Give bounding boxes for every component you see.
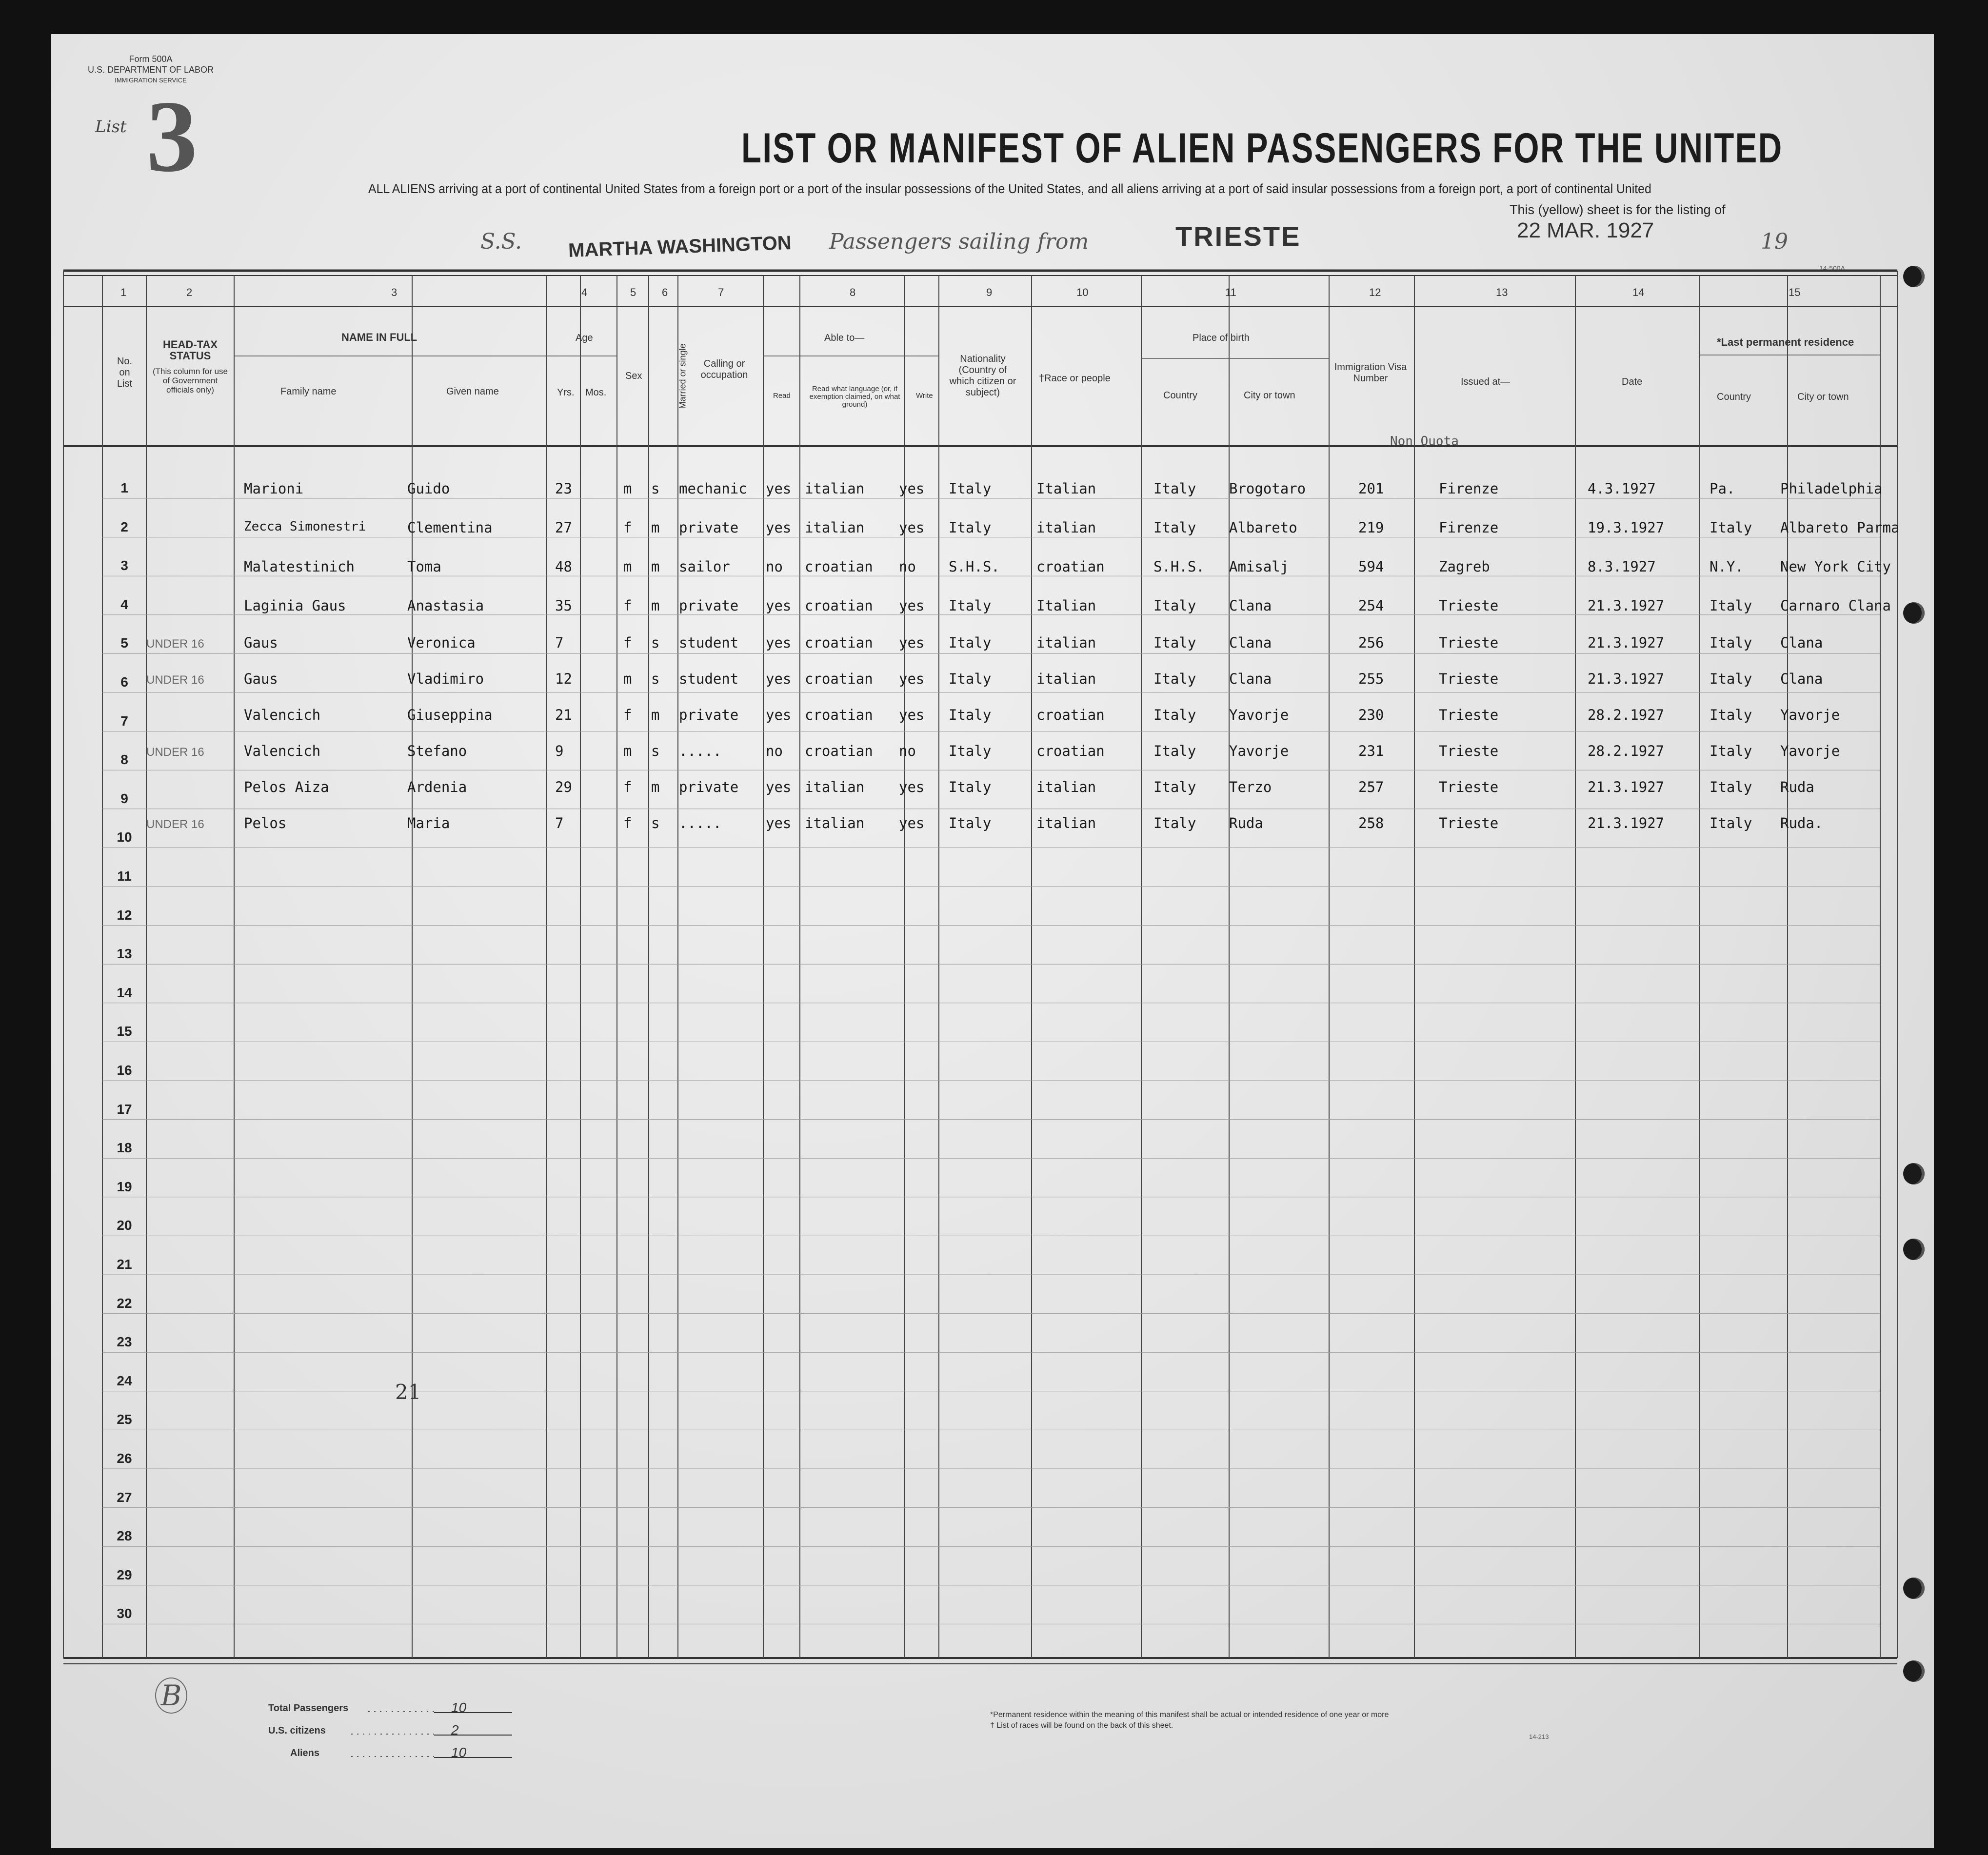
read-language: croatian [805,671,873,687]
form-corner-code: 14-500A [1819,264,1845,272]
header-family-name: Family name [280,386,337,397]
sex: f [623,779,632,795]
birth-city: Ruda [1229,815,1263,831]
row-number: 4 [120,596,128,612]
issue-date: 21.3.1927 [1588,634,1665,651]
marital-status: s [651,634,660,651]
birth-city: Amisalj [1229,558,1289,575]
birth-country: Italy [1153,707,1196,723]
header-birth-city: City or town [1244,390,1295,401]
residence-city: Ruda [1780,779,1814,795]
read: yes [766,597,792,614]
issued-at: Trieste [1439,743,1499,759]
occupation: private [679,597,739,614]
given-name: Stefano [407,743,467,759]
family-name: Pelos [244,815,287,831]
column-number: 9 [986,286,993,298]
header-res-country: Country [1717,392,1751,402]
read: no [766,743,783,759]
age: 29 [555,779,572,795]
footer-note-residence: *Permanent residence within the meaning of this manifest shall be actual or intended residence of one year or more [990,1711,1389,1719]
row-number: 22 [117,1295,132,1311]
issued-at: Firenze [1439,480,1499,497]
age: 48 [555,558,572,575]
footer-note-races: † List of races will be found on the back of this sheet. [990,1721,1173,1730]
residence-country: Italy [1710,634,1752,651]
occupation: ..... [679,815,722,831]
birth-country: Italy [1153,779,1196,795]
residence-city: Carnaro Clana [1780,597,1891,614]
family-name: Marioni [244,480,304,497]
write: no [899,743,916,759]
subtitle: ALL ALIENS arriving at a port of continental United States from a foreign port or a port of the insular possessions of the United States, and all aliens arriving at a port of said insular possessions from a foreign port, a port of continental United [368,181,1651,196]
sex: f [623,597,632,614]
issue-date: 8.3.1927 [1588,558,1656,575]
residence-city: Albareto Parma [1780,519,1900,536]
column-number: 4 [581,286,588,298]
residence-city: Yavorje [1780,743,1840,759]
family-name: Valencich [244,743,321,759]
row-number: 29 [117,1567,132,1582]
given-name: Guido [407,480,450,497]
age: 35 [555,597,572,614]
residence-country: Italy [1710,743,1752,759]
residence-country: Italy [1710,519,1752,536]
row-number: 27 [117,1489,132,1505]
residence-city: Philadelphia [1780,480,1883,497]
occupation: private [679,519,739,536]
issued-at: Firenze [1439,519,1499,536]
write: yes [899,519,925,536]
given-name: Ardenia [407,779,467,795]
birth-city: Clana [1229,634,1272,651]
family-name: Pelos Aiza [244,779,329,795]
given-name: Vladimiro [407,671,484,687]
issue-date: 21.3.1927 [1588,779,1665,795]
header-age: Age [576,333,593,343]
visa-number: 230 [1358,707,1384,723]
birth-city: Albareto [1229,519,1297,536]
residence-country: Italy [1710,779,1752,795]
header-name-in-full: NAME IN FULL [341,331,417,343]
header-no-on-list: No. on List [117,356,133,389]
nationality: Italy [949,743,992,759]
header-mos: Mos. [585,387,607,398]
write: no [899,558,916,575]
race: Italian [1036,480,1096,497]
sex: f [623,519,632,536]
family-name: Gaus [244,634,278,651]
nationality: Italy [949,634,992,651]
header-race: †Race or people [1039,373,1111,384]
birth-country: Italy [1153,634,1196,651]
footer-total-label: Total Passengers [268,1703,349,1714]
sex: m [623,671,632,687]
age: 12 [555,671,572,687]
issued-at: Trieste [1439,779,1499,795]
given-name: Anastasia [407,597,484,614]
birth-city: Clana [1229,597,1272,614]
issued-at: Trieste [1439,597,1499,614]
page-title: LIST OR MANIFEST OF ALIEN PASSENGERS FOR THE UNITED [741,125,1783,172]
residence-country: Pa. [1710,480,1735,497]
race: italian [1036,519,1096,536]
issued-at: Trieste [1439,671,1499,687]
read: yes [766,815,792,831]
header-date: Date [1622,376,1643,387]
read: yes [766,634,792,651]
read-language: italian [805,779,865,795]
write: yes [899,779,925,795]
read-language: croatian [805,743,873,759]
birth-city: Yavorje [1229,707,1289,723]
row-number: 19 [117,1179,132,1194]
column-number: 10 [1076,286,1089,298]
visa-number: 258 [1358,815,1384,831]
visa-number: 231 [1358,743,1384,759]
row-number: 17 [117,1101,132,1117]
column-number: 3 [391,286,398,298]
header-read: Read [773,392,791,400]
header-place-of-birth: Place of birth [1193,333,1250,343]
read: yes [766,707,792,723]
residence-city: Ruda. [1780,815,1823,831]
read-language: croatian [805,597,873,614]
read: no [766,558,783,575]
nationality: Italy [949,597,992,614]
row-number: 25 [117,1412,132,1427]
footer-citizens-label: U.S. citizens [268,1725,326,1736]
read-language: croatian [805,707,873,723]
marital-status: m [651,779,660,795]
age: 9 [555,743,564,759]
residence-country: N.Y. [1710,558,1744,575]
header-yrs: Yrs. [557,387,575,398]
row-number: 2 [120,519,128,534]
subtitle-2: This (yellow) sheet is for the listing of [1510,202,1726,217]
race: italian [1036,815,1096,831]
occupation: student [679,634,739,651]
sex: m [623,743,632,759]
nationality: Italy [949,815,992,831]
sex: m [623,480,632,497]
age: 7 [555,634,564,651]
age: 7 [555,815,564,831]
column-number: 15 [1789,286,1801,298]
write: yes [899,815,925,831]
row-number: 15 [117,1024,132,1039]
write: yes [899,597,925,614]
race: italian [1036,634,1096,651]
write: yes [899,707,925,723]
row-number: 26 [117,1451,132,1466]
issue-date: 28.2.1927 [1588,743,1665,759]
form-number: Form 500A [129,54,173,64]
row-number: 24 [117,1373,132,1388]
birth-country: Italy [1153,815,1196,831]
birth-city: Terzo [1229,779,1272,795]
birth-city: Brogotaro [1229,480,1306,497]
given-name: Veronica [407,634,476,651]
nationality: S.H.S. [949,558,1000,575]
read: yes [766,671,792,687]
write: yes [899,480,925,497]
birth-country: Italy [1153,597,1196,614]
sex: f [623,707,632,723]
visa-number: 201 [1358,480,1384,497]
given-name: Toma [407,558,441,575]
column-number: 11 [1225,286,1236,298]
race: croatian [1036,707,1105,723]
column-number: 7 [718,286,724,298]
footer-total-value: 10 [451,1700,467,1715]
residence-city: Clana [1780,671,1823,687]
marital-status: m [651,597,660,614]
list-label: List [95,117,127,137]
header-head-tax-note: (This column for use of Government officials only) [153,367,228,395]
issued-at: Zagreb [1439,558,1490,575]
service: IMMIGRATION SERVICE [115,77,187,84]
residence-city: New York City [1780,558,1891,575]
ship-name-stamp: MARTHA WASHINGTON [568,232,792,261]
marital-status: m [651,519,660,536]
header-last-residence: *Last permanent residence [1717,336,1854,348]
occupation: student [679,671,739,687]
sex: f [623,634,632,651]
row-number: 8 [120,752,128,768]
nationality: Italy [949,519,992,536]
birth-country: Italy [1153,480,1196,497]
row-number: 3 [120,558,128,573]
marital-status: s [651,743,660,759]
row-number: 28 [117,1528,132,1544]
issue-date: 21.3.1927 [1588,597,1665,614]
read-language: italian [805,519,865,536]
race: italian [1036,779,1096,795]
header-res-city: City or town [1797,392,1849,402]
date-stamp: 22 MAR. 1927 [1517,218,1654,242]
header-sex: Sex [625,371,642,381]
birth-country: S.H.S. [1153,558,1205,575]
marital-status: s [651,815,660,831]
header-birth-country: Country [1163,390,1198,401]
write: yes [899,671,925,687]
occupation: private [679,707,739,723]
residence-country: Italy [1710,671,1752,687]
row-number: 30 [117,1606,132,1621]
row-number: 20 [117,1218,132,1233]
issue-date: 4.3.1927 [1588,480,1656,497]
list-number: 3 [146,80,198,193]
year-label: 19 [1761,229,1788,254]
header-calling: Calling or occupation [700,358,748,380]
read-language: italian [805,480,865,497]
department: U.S. DEPARTMENT OF LABOR [88,65,214,75]
row-number: 10 [117,829,132,845]
birth-country: Italy [1153,519,1196,536]
row-number: 1 [120,480,128,495]
birth-country: Italy [1153,743,1196,759]
race: croatian [1036,743,1105,759]
birth-city: Clana [1229,671,1272,687]
visa-number: 256 [1358,634,1384,651]
given-name: Giuseppina [407,707,493,723]
nationality: Italy [949,779,992,795]
age: 23 [555,480,572,497]
marital-status: s [651,671,660,687]
marital-status: s [651,480,660,497]
column-number: 1 [120,286,127,298]
occupation: private [679,779,739,795]
race: Italian [1036,597,1096,614]
visa-number: 594 [1358,558,1384,575]
row-number: 23 [117,1334,132,1350]
row-number: 9 [120,790,128,806]
residence-country: Italy [1710,707,1752,723]
issue-date: 28.2.1927 [1588,707,1665,723]
read: yes [766,480,792,497]
sex: f [623,815,632,831]
header-able-to: Able to— [824,333,865,343]
column-number: 5 [630,286,636,298]
row-number: 13 [117,946,132,962]
header-read-language: Read what language (or, if exemption claimed, on what ground) [809,385,900,409]
given-name: Clementina [407,519,493,536]
head-tax-status: UNDER 16 [146,673,204,687]
row-number: 6 [120,674,128,690]
sex: m [623,558,632,575]
row-number: 7 [120,713,128,729]
nationality: Italy [949,671,992,687]
row-number: 14 [117,985,132,1000]
footer-aliens-label: Aliens [290,1748,320,1758]
family-name: Gaus [244,671,278,687]
header-head-tax: HEAD-TAX STATUS [162,338,218,362]
header-married: Married or single [677,343,688,409]
family-name: Laginia Gaus [244,597,346,614]
birth-city: Yavorje [1229,743,1289,759]
read-language: italian [805,815,865,831]
issue-date: 21.3.1927 [1588,671,1665,687]
family-name: Zecca Simonestri [244,519,366,534]
row-number: 12 [117,907,132,923]
header-issued-at: Issued at— [1461,376,1511,387]
age: 21 [555,707,572,723]
head-tax-status: UNDER 16 [146,637,204,651]
race: italian [1036,671,1096,687]
issued-at: Trieste [1439,707,1499,723]
occupation: mechanic [679,480,747,497]
head-tax-status: UNDER 16 [146,746,204,759]
non-quota-note: Non Quota [1390,434,1459,449]
port-stamp: TRIESTE [1175,221,1301,252]
row-number: 18 [117,1140,132,1156]
sailing-label: Passengers sailing from [829,229,1089,254]
header-visa: Immigration Visa Number [1334,362,1407,384]
residence-country: Italy [1710,815,1752,831]
issue-date: 21.3.1927 [1588,815,1665,831]
header-write: Write [916,392,933,400]
footer-citizens-value: 2 [451,1722,459,1737]
column-number: 6 [662,286,668,298]
marital-status: m [651,707,660,723]
issued-at: Trieste [1439,634,1499,651]
age: 27 [555,519,572,536]
circled-letter-annotation: B [155,1677,187,1714]
given-name: Maria [407,815,450,831]
family-name: Valencich [244,707,321,723]
row-number: 11 [117,868,132,884]
visa-number: 219 [1358,519,1384,536]
read: yes [766,519,792,536]
nationality: Italy [949,707,992,723]
residence-city: Yavorje [1780,707,1840,723]
nationality: Italy [949,480,992,497]
residence-country: Italy [1710,597,1752,614]
write: yes [899,634,925,651]
read-language: croatian [805,634,873,651]
footer-aliens-value: 10 [451,1745,467,1760]
column-number: 2 [186,286,193,298]
birth-country: Italy [1153,671,1196,687]
marital-status: m [651,558,660,575]
column-number: 13 [1496,286,1508,298]
header-given-name: Given name [446,386,499,397]
footer-code: 14-213 [1529,1733,1549,1740]
visa-number: 255 [1358,671,1384,687]
head-tax-status: UNDER 16 [146,818,204,831]
page-count-annotation: 21 [395,1380,421,1404]
column-number: 12 [1369,286,1381,298]
column-number: 14 [1632,286,1645,298]
row-number: 5 [120,635,128,651]
read-language: croatian [805,558,873,575]
issued-at: Trieste [1439,815,1499,831]
occupation: sailor [679,558,730,575]
residence-city: Clana [1780,634,1823,651]
header-nationality: Nationality (Country of which citizen or subject) [949,354,1016,398]
read: yes [766,779,792,795]
occupation: ..... [679,743,722,759]
row-number: 16 [117,1063,132,1078]
column-number: 8 [850,286,856,298]
race: croatian [1036,558,1105,575]
family-name: Malatestinich [244,558,355,575]
issue-date: 19.3.1927 [1588,519,1665,536]
visa-number: 257 [1358,779,1384,795]
visa-number: 254 [1358,597,1384,614]
row-number: 21 [117,1257,132,1272]
ss-label: S.S. [480,229,522,254]
